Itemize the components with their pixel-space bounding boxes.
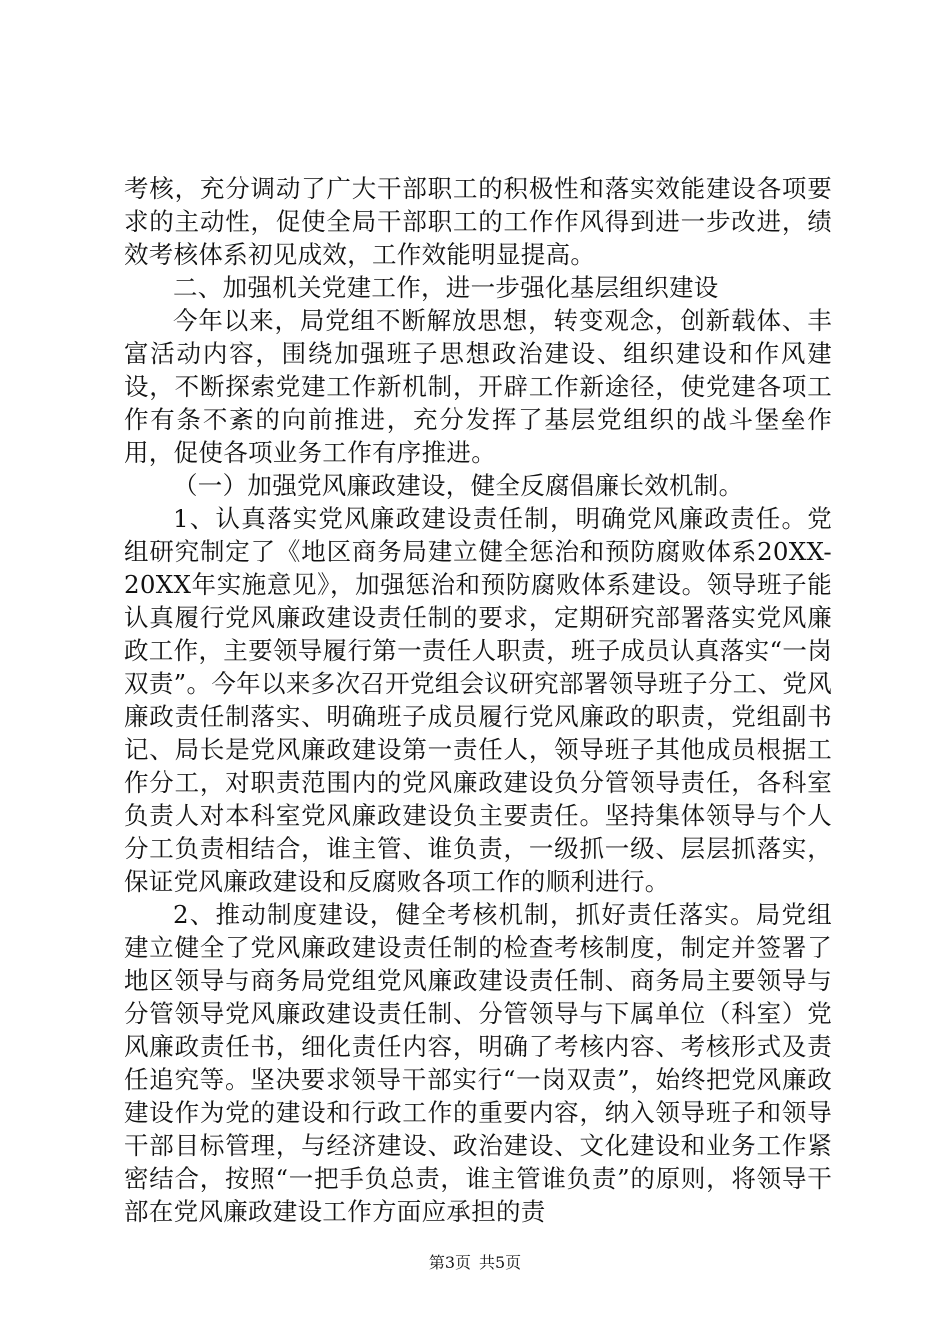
document-body xyxy=(124,172,832,1228)
section-heading-2: 二、加强机关党建工作，进一步强化基层组织建设 xyxy=(173,273,719,302)
page-footer xyxy=(0,1253,950,1273)
paragraph-item-1: 1、认真落实党风廉政建设责任制，明确党风廉政责任。党组研究制定了《地区商务局建立健全惩治和预防腐败体系20XX-20XX年实施意见》，加强惩治和预防腐败体系建设。领导班子能认真履行党风廉政建设责任制的要求，定期研究部署落实党风廉政工作，主要领导履行第一责任人职责，班子成员认真落实“一岗双责”。今年以来多次召开党组会议研究部署领导班子分工、党风廉政责任制落实、明确班子成员履行党风廉政的职责，党组副书记、局长是党风廉政建设第一责任人，领导班子其他成员根据工作分工，对职责范围内的党风廉政建设负分管领导责任，各科室负责人对本科室党风廉政建设负主要责任。坚持集体领导与个人分工负责相结合，谁主管、谁负责，一级抓一级、层层抓落实，保证党风廉政建设和反腐败各项工作的顺利进行。 xyxy=(124,504,832,896)
paragraph-item-2: 2、推动制度建设，健全考核机制，抓好责任落实。局党组建立健全了党风廉政建设责任制的检查考核制度，制定并签署了地区领导与商务局党组党风廉政建设责任制、商务局主要领导与分管领导党风廉政建设责任制、分管领导与下属单位（科室）党风廉政责任书，细化责任内容，明确了考核内容、考核形式及责任追究等。坚决要求领导干部实行“一岗双责”，始终把党风廉政建设作为党的建设和行政工作的重要内容，纳入领导班子和领导干部目标管理，与经济建设、政治建设、文化建设和业务工作紧密结合，按照“一把手负总责，谁主管谁负责”的原则，将领导干部在党风廉政建设工作方面应承担的责 xyxy=(124,900,832,1226)
page-number: 第3页 xyxy=(428,1253,471,1272)
paragraph-3: 今年以来，局党组不断解放思想，转变观念，创新载体、丰富活动内容，围绕加强班子思想政治建设、组织建设和作风建设，不断探索党建工作新机制，开辟工作新途径，使党建各项工作有条不紊的向前推进，充分发挥了基层党组织的战斗堡垒作用，促使各项业务工作有序推进。 xyxy=(124,306,832,467)
subsection-heading-1: （一）加强党风廉政建设，健全反腐倡廉长效机制。 xyxy=(173,471,744,500)
page-total: 共5页 xyxy=(479,1253,522,1272)
paragraph-1: 考核，充分调动了广大干部职工的积极性和落实效能建设各项要求的主动性，促使全局干部职工的工作作风得到进一步改进，绩效考核体系初见成效，工作效能明显提高。 xyxy=(124,174,832,269)
